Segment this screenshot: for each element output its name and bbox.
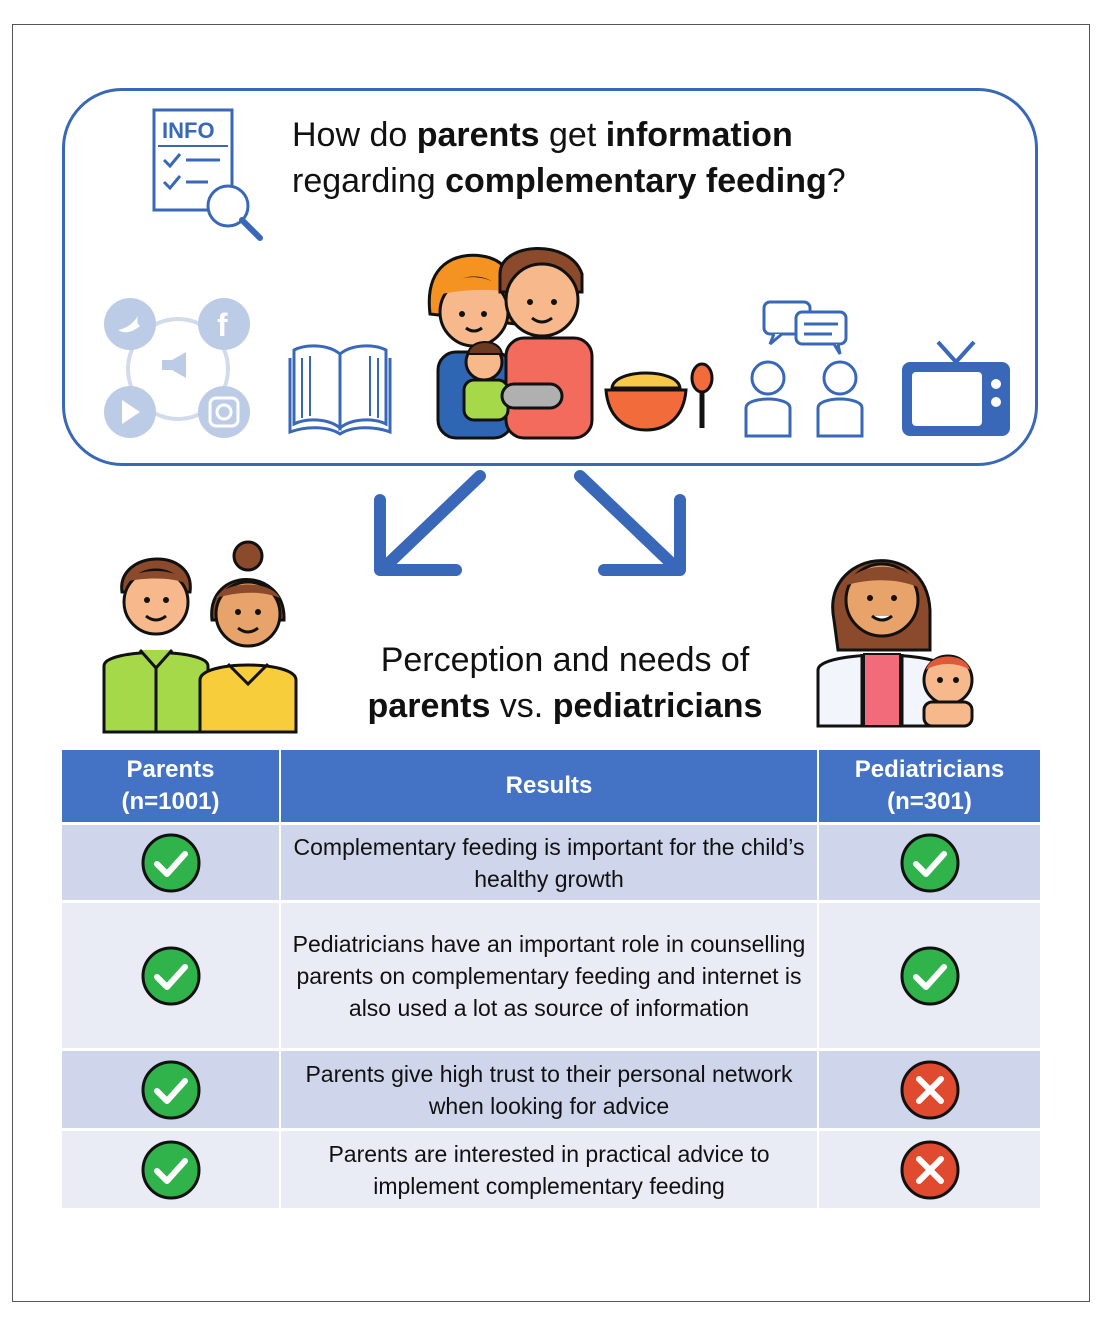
check-icon bbox=[140, 1059, 202, 1121]
cross-icon bbox=[899, 1059, 961, 1121]
table-row bbox=[62, 1130, 1040, 1210]
pediatricians-cross-cell bbox=[818, 1130, 1040, 1210]
pediatricians-check-cell bbox=[818, 824, 1040, 902]
parents-check-cell bbox=[62, 1050, 280, 1130]
question-line-1: How do parents get information bbox=[292, 116, 793, 154]
header-results: Results bbox=[280, 750, 818, 824]
table-header-row bbox=[62, 750, 1040, 824]
svg-text:f: f bbox=[217, 307, 228, 343]
check-icon bbox=[140, 1139, 202, 1201]
parents-couple-icon bbox=[100, 540, 300, 736]
result-cell: Complementary feeding is important for the child’s healthy growth bbox=[280, 824, 818, 902]
perception-line-2: parents vs. pediatricians bbox=[367, 687, 763, 725]
perception-line-1: Perception and needs of bbox=[380, 641, 750, 679]
parents-check-cell bbox=[62, 824, 280, 902]
pediatrician-icon bbox=[814, 530, 990, 730]
results-table bbox=[62, 750, 1040, 1211]
info-icon-text: INFO bbox=[162, 118, 215, 143]
cross-icon bbox=[899, 1139, 961, 1201]
check-icon bbox=[140, 945, 202, 1007]
check-icon bbox=[140, 832, 202, 894]
parents-check-cell bbox=[62, 1130, 280, 1210]
header-parents: Parents (n=1001) bbox=[62, 750, 280, 824]
split-arrows bbox=[360, 470, 700, 580]
book-icon bbox=[288, 340, 392, 436]
header-pediatricians: Pediatricians (n=301) bbox=[818, 750, 1040, 824]
result-cell: Parents are interested in practical advice to implement complementary feeding bbox=[280, 1130, 818, 1210]
family-icon bbox=[420, 234, 604, 442]
conversation-icon bbox=[740, 296, 870, 440]
check-icon bbox=[899, 945, 961, 1007]
table-row bbox=[62, 902, 1040, 1050]
table-row bbox=[62, 1050, 1040, 1130]
tv-icon bbox=[898, 338, 1014, 442]
pediatricians-check-cell bbox=[818, 902, 1040, 1050]
table-row bbox=[62, 824, 1040, 902]
check-icon bbox=[899, 832, 961, 894]
info-document-icon bbox=[148, 106, 268, 246]
social-media-icon bbox=[100, 294, 256, 444]
result-cell: Pediatricians have an important role in counselling parents on complementary feeding and internet is also used a lot as source of information bbox=[280, 902, 818, 1050]
result-cell: Parents give high trust to their personal network when looking for advice bbox=[280, 1050, 818, 1130]
question-line-2: regarding complementary feeding? bbox=[292, 162, 846, 200]
food-bowl-icon bbox=[604, 360, 716, 434]
pediatricians-cross-cell bbox=[818, 1050, 1040, 1130]
parents-check-cell bbox=[62, 902, 280, 1050]
